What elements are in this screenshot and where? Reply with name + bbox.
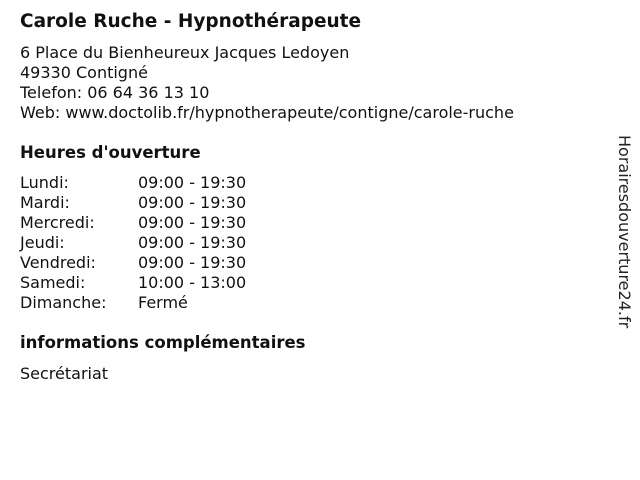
day-label: Lundi: [20, 173, 69, 192]
phone-number: Telefon: 06 64 36 13 10 [20, 83, 210, 102]
hours-value: 10:00 - 13:00 [138, 273, 247, 292]
business-title: Carole Ruche - Hypnothérapeute [20, 11, 362, 32]
hours-value: Fermé [138, 293, 188, 312]
site-watermark: Horairesdouverture24.fr [615, 135, 634, 329]
opening-hours-heading: Heures d'ouverture [20, 143, 201, 162]
hours-value: 09:00 - 19:30 [138, 213, 247, 232]
contact-block [20, 43, 514, 123]
day-label: Jeudi: [20, 233, 65, 252]
day-label: Samedi: [20, 273, 86, 292]
hours-value: 09:00 - 19:30 [138, 253, 247, 272]
opening-hours-table [20, 173, 246, 313]
day-label: Dimanche: [20, 293, 107, 312]
hours-row-thursday [20, 233, 246, 253]
day-label: Mardi: [20, 193, 70, 212]
additional-info-text: Secrétariat [20, 364, 109, 383]
hours-row-saturday [20, 273, 246, 293]
hours-row-friday [20, 253, 246, 273]
day-label: Vendredi: [20, 253, 96, 272]
address-city: 49330 Contigné [20, 63, 148, 82]
hours-row-monday [20, 173, 246, 193]
additional-info-heading: informations complémentaires [20, 333, 306, 352]
day-label: Mercredi: [20, 213, 95, 232]
hours-value: 09:00 - 19:30 [138, 233, 247, 252]
hours-value: 09:00 - 19:30 [138, 193, 247, 212]
address-street: 6 Place du Bienheureux Jacques Ledoyen [20, 43, 350, 62]
hours-row-tuesday [20, 193, 246, 213]
hours-row-sunday [20, 293, 246, 313]
website-url: Web: www.doctolib.fr/hypnotherapeute/contigne/carole-ruche [20, 103, 514, 122]
hours-row-wednesday [20, 213, 246, 233]
hours-value: 09:00 - 19:30 [138, 173, 247, 192]
